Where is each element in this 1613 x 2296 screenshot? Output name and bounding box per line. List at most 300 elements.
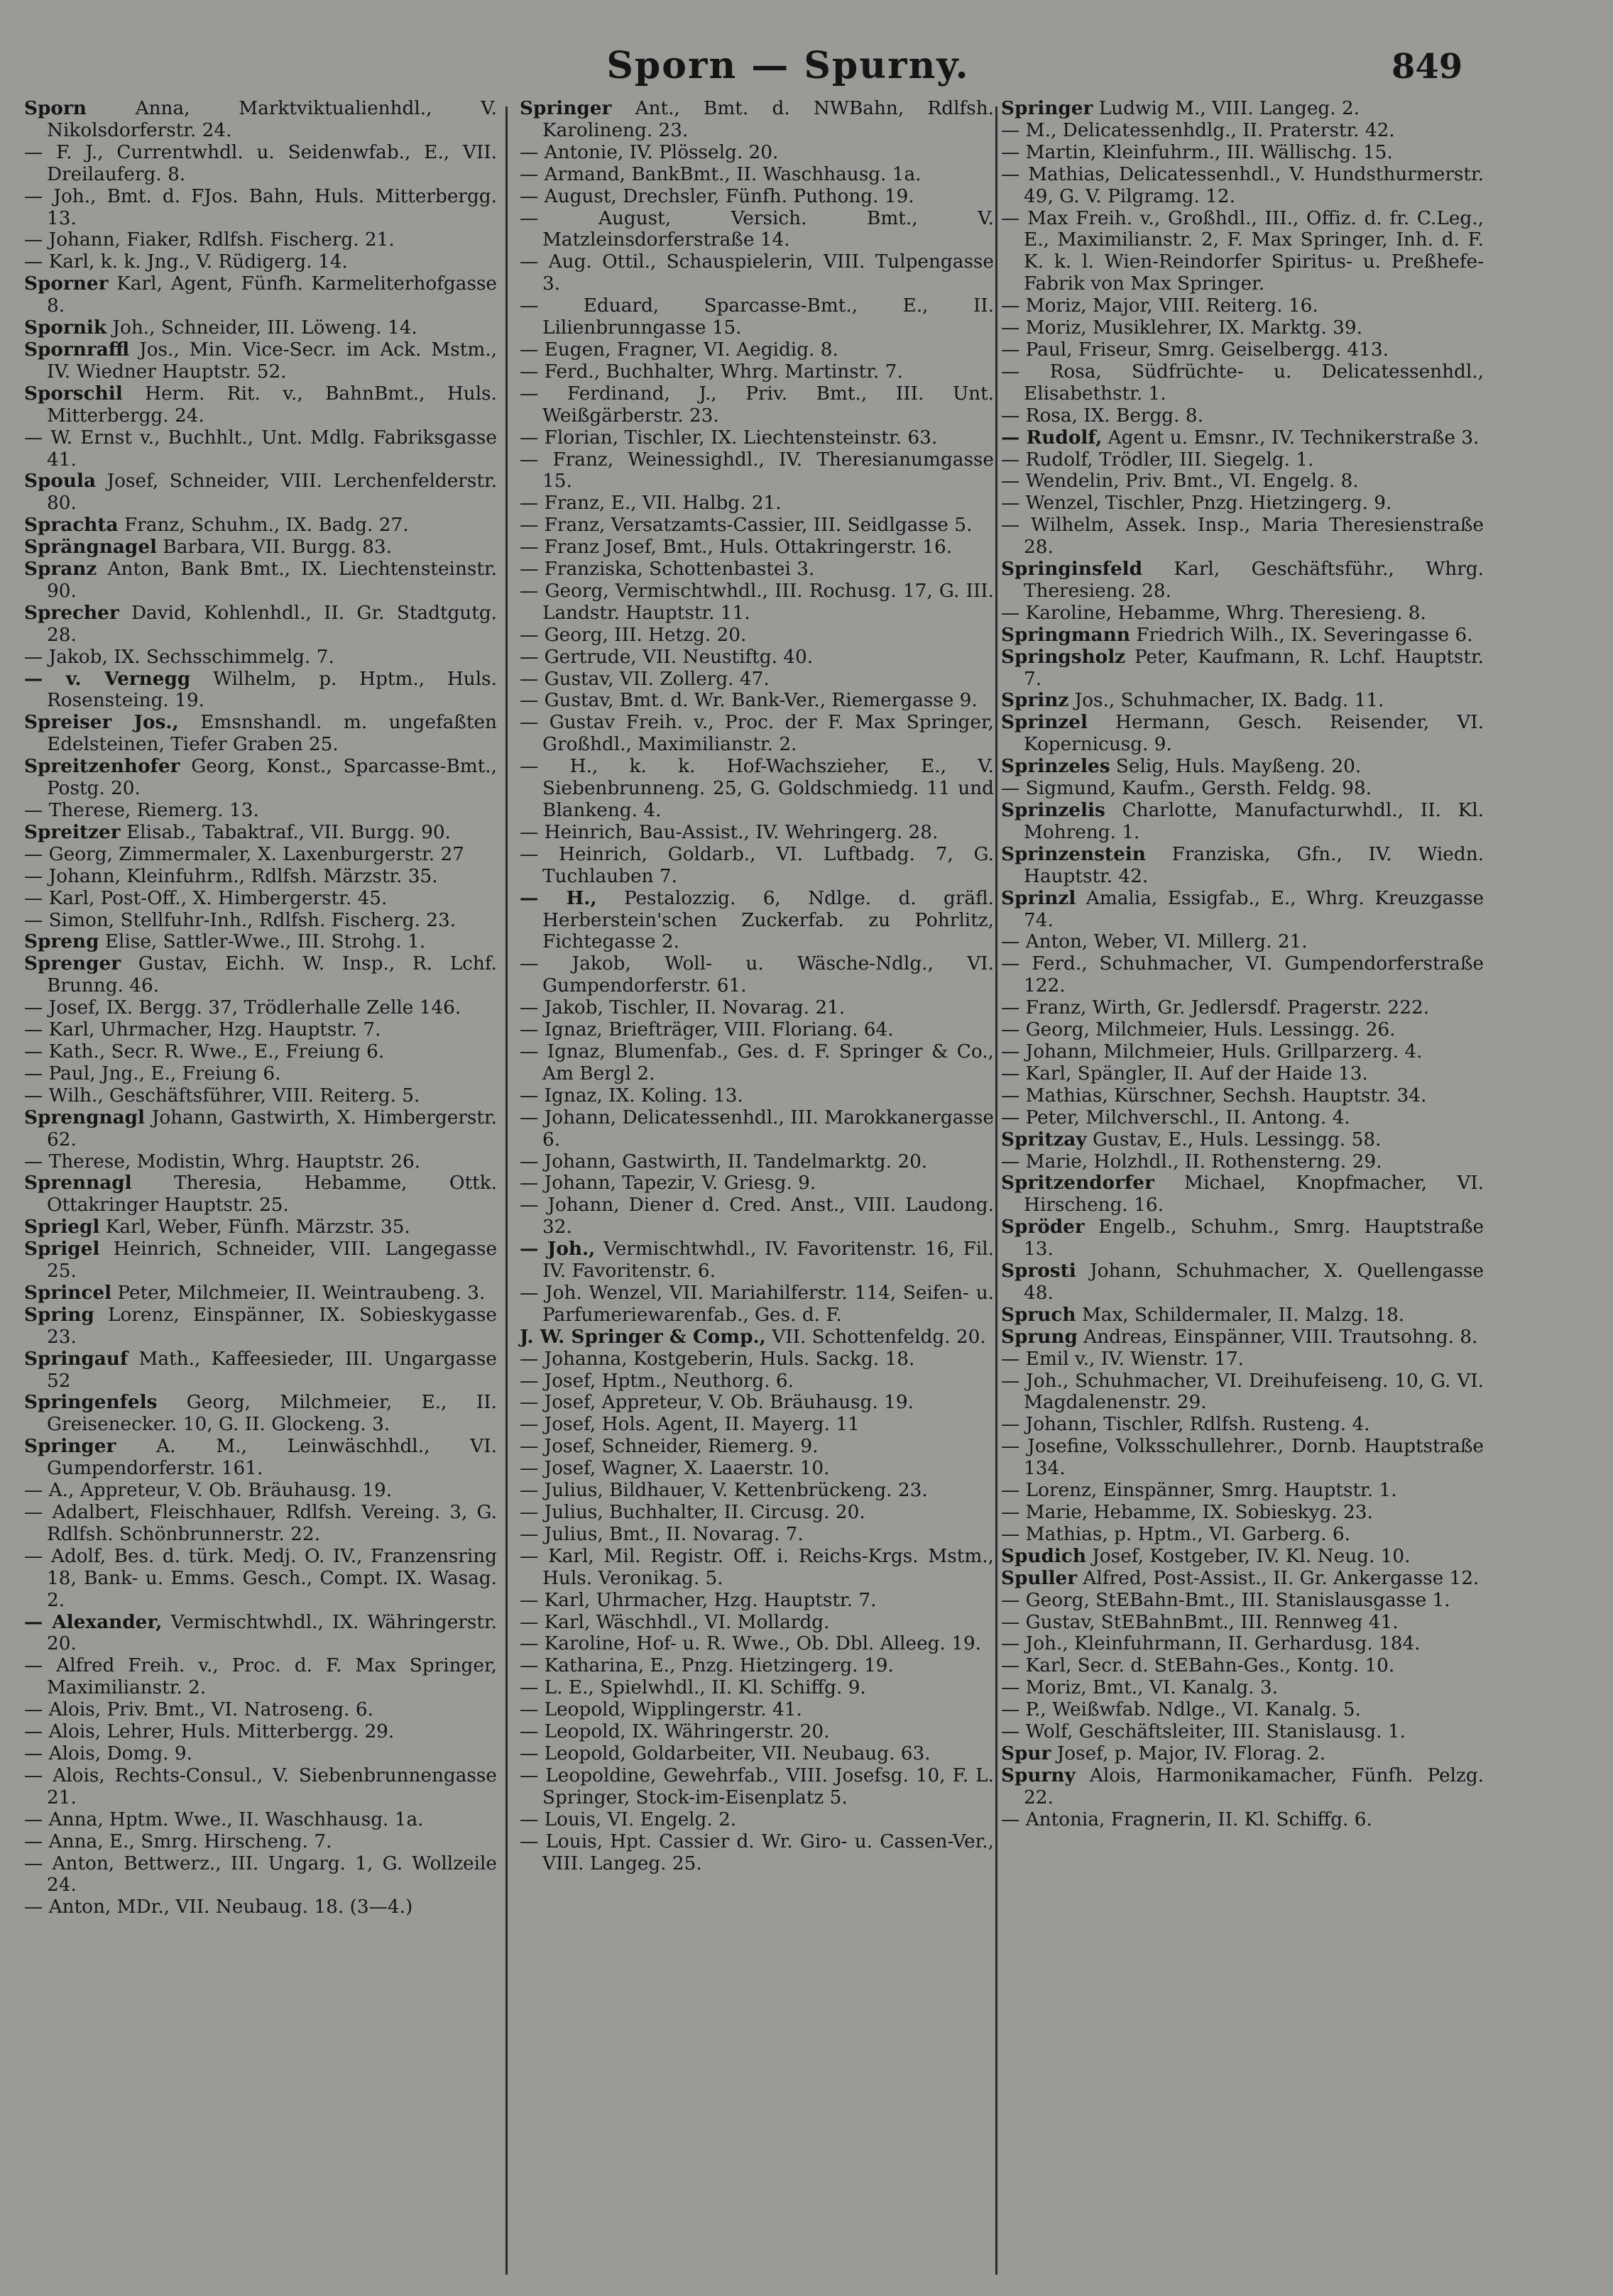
entry-details: — Gustav, StEBahnBmt., III. Rennweg 41. bbox=[1001, 1611, 1399, 1633]
directory-entry bbox=[520, 1194, 994, 1238]
directory-entry bbox=[1001, 1371, 1484, 1415]
entry-surname: Spuller bbox=[1001, 1566, 1078, 1589]
directory-entry bbox=[1001, 1699, 1484, 1721]
entry-details: — Karl, Mil. Registr. Off. i. Reichs-Krgs. Mstm., Huls. Veronikag. 5. bbox=[520, 1545, 994, 1589]
directory-entry bbox=[1001, 756, 1484, 778]
entry-details: — Julius, Bildhauer, V. Kettenbrückeng. 23. bbox=[520, 1480, 928, 1502]
entry-surname: — Joh., bbox=[520, 1238, 596, 1260]
directory-entry bbox=[24, 1546, 497, 1612]
entry-details: Pestalozzig. 6, Ndlge. d. gräfl. Herberstein'schen Zuckerfab. zu Pohrlitz, Fichtegasse 2. bbox=[542, 887, 995, 953]
entry-details: David, Kohlenhdl., II. Gr. Stadtgutg. 28. bbox=[47, 602, 498, 646]
directory-entry bbox=[1001, 1480, 1484, 1502]
directory-entry bbox=[520, 690, 994, 712]
directory-entry bbox=[520, 1085, 994, 1107]
entry-surname: Spring bbox=[24, 1303, 94, 1326]
entry-details: Peter, Kaufmann, R. Lchf. Hauptstr. 7. bbox=[1024, 646, 1484, 690]
entry-details: — Wilhelm, Assek. Insp., Maria Theresienstraße 28. bbox=[1001, 515, 1484, 559]
directory-entry bbox=[24, 186, 497, 230]
directory-entry bbox=[1001, 427, 1484, 449]
directory-entry bbox=[24, 1063, 497, 1085]
directory-entry bbox=[520, 537, 994, 559]
entry-details: — Paul, Friseur, Smrg. Geiselbergg. 413. bbox=[1001, 339, 1389, 361]
directory-entry bbox=[24, 1172, 497, 1216]
entry-details: — Franz, E., VII. Halbg. 21. bbox=[520, 493, 782, 515]
entry-details: — Wendelin, Priv. Bmt., VI. Engelg. 8. bbox=[1001, 471, 1359, 493]
entry-details: — Julius, Bmt., II. Novarag. 7. bbox=[520, 1523, 804, 1545]
entry-details: — Ignaz, IX. Koling. 13. bbox=[520, 1084, 743, 1106]
entry-surname: Springinsfeld bbox=[1001, 558, 1143, 581]
entry-details: Josef, Schneider, VIII. Lerchenfelderstr. 80. bbox=[47, 471, 497, 515]
entry-details: — Georg, StEBahn-Bmt., III. Stanislausgasse 1. bbox=[1001, 1589, 1450, 1611]
directory-entry bbox=[520, 1392, 994, 1414]
entry-details: — Ignaz, Briefträger, VIII. Floriang. 64. bbox=[520, 1019, 894, 1041]
directory-entry bbox=[24, 1151, 497, 1173]
entry-surname: Sprengnagl bbox=[24, 1106, 146, 1128]
directory-entry bbox=[1001, 295, 1484, 317]
entry-surname: Spriegl bbox=[24, 1216, 100, 1238]
directory-entry bbox=[520, 361, 994, 383]
entry-details: — Gustav, VII. Zollerg. 47. bbox=[520, 668, 770, 690]
directory-entry bbox=[24, 1216, 497, 1238]
directory-entry bbox=[520, 295, 994, 339]
entry-surname: Springmann bbox=[1001, 623, 1130, 646]
entry-details: A. M., Leinwäschhdl., VI. Gumpendorferstr. 161. bbox=[47, 1436, 497, 1480]
directory-entry bbox=[24, 1502, 497, 1546]
directory-entry bbox=[24, 1809, 497, 1831]
directory-entry bbox=[1001, 1502, 1484, 1524]
entry-details: Joh., Schneider, III. Löweng. 14. bbox=[112, 317, 417, 339]
entry-details: Johann, Gastwirth, X. Himbergerstr. 62. bbox=[47, 1106, 498, 1150]
entry-details: — August, Drechsler, Fünfh. Puthong. 19. bbox=[520, 185, 914, 207]
entry-details: — Antonie, IV. Plösselg. 20. bbox=[520, 141, 779, 163]
entry-surname: Spoula bbox=[24, 470, 97, 493]
directory-entry bbox=[520, 581, 994, 625]
entry-surname: Sprenger bbox=[24, 952, 121, 975]
entry-details: — Rudolf, Trödler, III. Siegelg. 1. bbox=[1001, 449, 1314, 471]
entry-details: Ludwig M., VIII. Langeg. 2. bbox=[1098, 98, 1360, 119]
directory-entry bbox=[520, 164, 994, 186]
directory-entry bbox=[1001, 1151, 1484, 1173]
entry-details: — Alois, Domg. 9. bbox=[24, 1742, 193, 1764]
entry-details: — L. E., Spielwhdl., II. Kl. Schiffg. 9. bbox=[520, 1677, 866, 1699]
directory-entry bbox=[520, 1502, 994, 1524]
entry-details: — Aug. Ottil., Schauspielerin, VIII. Tulpengasse 3. bbox=[520, 251, 994, 295]
entry-details: — Leopold, Wipplingerstr. 41. bbox=[520, 1699, 802, 1721]
entry-details: — Ferd., Buchhalter, Whrg. Martinstr. 7. bbox=[520, 361, 903, 383]
directory-entry bbox=[24, 471, 497, 515]
entry-details: Alois, Harmonikamacher, Fünfh. Pelzg. 22. bbox=[1024, 1764, 1484, 1808]
directory-entry bbox=[1001, 1085, 1484, 1107]
entry-surname: Spröder bbox=[1001, 1216, 1085, 1238]
directory-entry bbox=[520, 1151, 994, 1173]
directory-entry bbox=[1001, 405, 1484, 427]
directory-entry bbox=[1001, 1304, 1484, 1326]
entry-surname: Springer bbox=[1001, 97, 1093, 119]
entry-surname: Spurny bbox=[1001, 1764, 1076, 1786]
directory-entry bbox=[1001, 1129, 1484, 1151]
entry-details: — Jakob, Tischler, II. Novarag. 21. bbox=[520, 997, 846, 1019]
directory-entry bbox=[1001, 800, 1484, 844]
entry-details: — Eduard, Sparcasse-Bmt., E., II. Lilienbrunngasse 15. bbox=[520, 295, 994, 339]
directory-entry bbox=[24, 647, 497, 669]
entry-surname: Spreitzenhofer bbox=[24, 755, 180, 778]
directory-entry bbox=[24, 142, 497, 186]
directory-entry bbox=[520, 1172, 994, 1194]
directory-entry bbox=[520, 1238, 994, 1282]
entry-details: — Louis, VI. Engelg. 2. bbox=[520, 1808, 737, 1830]
entry-details: — Johann, Tischler, Rdlfsh. Rusteng. 4. bbox=[1001, 1414, 1370, 1436]
entry-details: — Moriz, Bmt., VI. Kanalg. 3. bbox=[1001, 1677, 1278, 1699]
entry-details: — Johann, Gastwirth, II. Tandelmarktg. 20. bbox=[520, 1150, 928, 1172]
directory-entry bbox=[520, 756, 994, 822]
directory-entry bbox=[1001, 1041, 1484, 1063]
entry-surname: Springenfels bbox=[24, 1391, 158, 1414]
directory-entry bbox=[1001, 142, 1484, 164]
entry-details: — Joh., Kleinfuhrmann, II. Gerhardusg. 184. bbox=[1001, 1633, 1421, 1655]
entry-details: — Jakob, IX. Sechsschimmelg. 7. bbox=[24, 646, 334, 668]
entry-details: — Therese, Modistin, Whrg. Hauptstr. 26. bbox=[24, 1150, 421, 1172]
directory-entry bbox=[24, 339, 497, 383]
directory-entry bbox=[1001, 361, 1484, 405]
entry-surname: Sprinzel bbox=[1001, 711, 1088, 734]
directory-entry bbox=[1001, 1721, 1484, 1743]
directory-entry bbox=[520, 449, 994, 493]
entry-details: Franz, Schuhm., IX. Badg. 27. bbox=[124, 515, 409, 537]
directory-entry bbox=[1001, 1655, 1484, 1677]
directory-entry bbox=[1001, 1612, 1484, 1634]
directory-entry bbox=[1001, 1809, 1484, 1831]
entry-details: — Sigmund, Kaufm., Gersth. Feldg. 98. bbox=[1001, 778, 1372, 800]
entry-details: — Ignaz, Blumenfab., Ges. d. F. Springer & Co., Am Bergl 2. bbox=[520, 1040, 994, 1084]
entry-details: — Leopold, Goldarbeiter, VII. Neubaug. 63. bbox=[520, 1742, 931, 1764]
entry-details: VII. Schottenfeldg. 20. bbox=[772, 1326, 986, 1348]
directory-entry bbox=[1001, 1633, 1484, 1655]
entry-details: — Franz Josef, Bmt., Huls. Ottakringerstr. 16. bbox=[520, 537, 953, 559]
directory-entry bbox=[520, 98, 994, 142]
directory-entry bbox=[1001, 931, 1484, 953]
entry-surname: — v. Vernegg bbox=[24, 667, 191, 690]
entry-details: Karl, Geschäftsführ., Whrg. Theresieng. 28. bbox=[1024, 559, 1484, 602]
directory-entry bbox=[1001, 98, 1484, 120]
directory-entry bbox=[24, 756, 497, 800]
entry-surname: Sprosti bbox=[1001, 1260, 1076, 1282]
entry-surname: — Alexander, bbox=[24, 1610, 163, 1633]
directory-entry bbox=[520, 1765, 994, 1809]
directory-entry bbox=[24, 1480, 497, 1502]
directory-entry bbox=[1001, 1326, 1484, 1349]
entry-details: — Anton, MDr., VII. Neubaug. 18. (3—4.) bbox=[24, 1896, 413, 1918]
entry-details: Karl, Weber, Fünfh. Märzstr. 35. bbox=[105, 1216, 410, 1238]
directory-entry bbox=[520, 822, 994, 844]
directory-entry bbox=[24, 844, 497, 866]
entry-details: — Anton, Bettwerz., III. Ungarg. 1, G. Wollzeile 24. bbox=[24, 1852, 497, 1896]
entry-details: — Armand, BankBmt., II. Waschhausg. 1a. bbox=[520, 163, 922, 185]
directory-entry bbox=[520, 186, 994, 208]
directory-entry bbox=[1001, 1546, 1484, 1568]
entry-details: Lorenz, Einspänner, IX. Sobieskygasse 23. bbox=[47, 1304, 497, 1348]
directory-entry bbox=[520, 383, 994, 427]
entry-details: Franziska, Gfn., IV. Wiedn. Hauptstr. 42. bbox=[1024, 843, 1484, 887]
entry-details: — August, Versich. Bmt., V. Matzleinsdorferstraße 14. bbox=[520, 207, 994, 251]
entry-details: Gustav, E., Huls. Lessingg. 58. bbox=[1092, 1128, 1382, 1150]
entry-details: Theresia, Hebamme, Ottk. Ottakringer Hauptstr. 25. bbox=[47, 1172, 498, 1216]
entry-details: — Leopold, IX. Währingerstr. 20. bbox=[520, 1721, 830, 1743]
entry-surname: Spritzendorfer bbox=[1001, 1172, 1154, 1194]
directory-entry bbox=[1001, 1568, 1484, 1590]
directory-entry bbox=[1001, 1436, 1484, 1480]
entry-details: — Gustav, Bmt. d. Wr. Bank-Ver., Riemergasse 9. bbox=[520, 690, 978, 712]
directory-entry bbox=[520, 1633, 994, 1655]
entry-details: Elisab., Tabaktraf., VII. Burgg. 90. bbox=[126, 821, 451, 843]
directory-entry bbox=[520, 888, 994, 954]
entry-details: — Anna, Hptm. Wwe., II. Waschhausg. 1a. bbox=[24, 1808, 424, 1830]
entry-surname: Spreiser Jos., bbox=[24, 711, 179, 734]
directory-entry bbox=[520, 251, 994, 295]
entry-surname: Sprinzl bbox=[1001, 886, 1076, 909]
entry-details: — Karl, Spängler, II. Auf der Haide 13. bbox=[1001, 1062, 1368, 1084]
entry-surname: Sprinzeles bbox=[1001, 755, 1110, 778]
directory-entry bbox=[1001, 1349, 1484, 1371]
entry-details: — Moriz, Major, VIII. Reiterg. 16. bbox=[1001, 295, 1318, 317]
entry-details: — Mathias, Delicatessenhdl., V. Hundsthurmerstr. 49, G. V. Pilgramg. 12. bbox=[1001, 163, 1484, 207]
directory-entry bbox=[520, 493, 994, 515]
entry-surname: Sprachta bbox=[24, 514, 119, 537]
entry-details: — Eugen, Fragner, VI. Aegidig. 8. bbox=[520, 339, 838, 361]
directory-entry bbox=[520, 1677, 994, 1699]
directory-entry bbox=[1001, 603, 1484, 625]
directory-entry bbox=[1001, 1019, 1484, 1041]
directory-entry bbox=[1001, 997, 1484, 1019]
entry-details: — Georg, Vermischtwhdl., III. Rochusg. 17, G. III. Landstr. Hauptstr. 11. bbox=[520, 580, 994, 624]
directory-entry bbox=[520, 1809, 994, 1831]
directory-entry bbox=[1001, 120, 1484, 142]
entry-details: — Rosa, Südfrüchte- u. Delicatessenhdl., Elisabethstr. 1. bbox=[1001, 361, 1484, 405]
directory-entry bbox=[24, 888, 497, 910]
entry-details: — Lorenz, Einspänner, Smrg. Hauptstr. 1. bbox=[1001, 1480, 1397, 1502]
entry-details: Jos., Schuhmacher, IX. Badg. 11. bbox=[1074, 690, 1384, 712]
entry-details: — Josefine, Volksschullehrer., Dornb. Hauptstraße 134. bbox=[1001, 1436, 1484, 1480]
entry-details: — Karl, Post-Off., X. Himbergerstr. 45. bbox=[24, 887, 388, 909]
directory-entry bbox=[24, 1349, 497, 1393]
directory-entry bbox=[1001, 1107, 1484, 1129]
entry-details: — Karl, k. k. Jng., V. Rüdigerg. 14. bbox=[24, 251, 348, 273]
entry-surname: Sporner bbox=[24, 273, 109, 295]
directory-entry bbox=[24, 1612, 497, 1656]
directory-entry bbox=[24, 1392, 497, 1436]
directory-entry bbox=[1001, 690, 1484, 712]
entry-details: — Gertrude, VII. Neustiftg. 40. bbox=[520, 646, 814, 668]
entry-details: — Gustav Freih. v., Proc. der F. Max Springer, Großhdl., Maximilianstr. 2. bbox=[520, 712, 994, 756]
directory-entry bbox=[1001, 208, 1484, 296]
column-1 bbox=[24, 98, 497, 2296]
entry-details: Max, Schildermaler, II. Malzg. 18. bbox=[1081, 1304, 1405, 1326]
entry-surname: Sprängnagel bbox=[24, 536, 158, 559]
entry-details: — Josef, Wagner, X. Laaerstr. 10. bbox=[520, 1458, 830, 1480]
entry-details: — Paul, Jng., E., Freiung 6. bbox=[24, 1062, 281, 1084]
directory-entry bbox=[24, 1436, 497, 1480]
directory-entry bbox=[24, 1853, 497, 1897]
entry-details: — Franz, Versatzamts-Cassier, III. Seidlgasse 5. bbox=[520, 515, 973, 537]
directory-entry bbox=[1001, 559, 1484, 603]
entry-details: Peter, Milchmeier, II. Weintraubeng. 3. bbox=[117, 1282, 486, 1304]
entry-details: Jos., Min. Vice-Secr. im Ack. Mstm., IV. Wiedner Hauptstr. 52. bbox=[47, 339, 497, 383]
entry-details: — Alois, Rechts-Consul., V. Siebenbrunnengasse 21. bbox=[24, 1764, 497, 1808]
running-head: Sporn — Spurny. bbox=[606, 44, 970, 87]
directory-entry bbox=[1001, 1414, 1484, 1436]
directory-entry bbox=[24, 383, 497, 427]
entry-details: — Julius, Buchhalter, II. Circusg. 20. bbox=[520, 1502, 865, 1523]
entry-details: — Georg, Milchmeier, Huls. Lessingg. 26. bbox=[1001, 1019, 1396, 1041]
directory-entry bbox=[24, 98, 497, 142]
entry-details: — Johann, Fiaker, Rdlfsh. Fischerg. 21. bbox=[24, 229, 395, 251]
entry-details: — Franz, Weinessighdl., IV. Theresianumgasse 15. bbox=[520, 449, 994, 493]
entry-details: — Georg, III. Hetzg. 20. bbox=[520, 624, 747, 646]
directory-entry bbox=[520, 1721, 994, 1743]
entry-details: — Karl, Wäschhdl., VI. Mollardg. bbox=[520, 1611, 830, 1633]
directory-entry bbox=[24, 559, 497, 603]
directory-entry bbox=[1001, 1063, 1484, 1085]
directory-entry bbox=[24, 822, 497, 844]
directory-entry bbox=[24, 1282, 497, 1304]
directory-entry bbox=[24, 1699, 497, 1721]
entry-surname: Sprennagl bbox=[24, 1172, 132, 1194]
entry-details: Math., Kaffeesieder, III. Ungargasse 52 bbox=[47, 1348, 497, 1392]
directory-entry bbox=[1001, 712, 1484, 756]
entry-details: — Mathias, Kürschner, Sechsh. Hauptstr. 34. bbox=[1001, 1084, 1427, 1106]
entry-details: — Karoline, Hof- u. R. Wwe., Ob. Dbl. Alleeg. 19. bbox=[520, 1633, 982, 1655]
entry-details: Anton, Bank Bmt., IX. Liechtensteinstr. 90. bbox=[47, 559, 498, 602]
entry-details: — Anton, Weber, VI. Millerg. 21. bbox=[1001, 931, 1308, 953]
directory-entry bbox=[520, 1282, 994, 1326]
directory-entry bbox=[1001, 953, 1484, 997]
entry-details: — Karl, Uhrmacher, Hzg. Hauptstr. 7. bbox=[520, 1589, 877, 1611]
directory-entry bbox=[24, 317, 497, 339]
entry-details: Engelb., Schuhm., Smrg. Hauptstraße 13. bbox=[1024, 1216, 1484, 1260]
entry-surname: Spreng bbox=[24, 930, 99, 953]
directory-entry bbox=[1001, 1260, 1484, 1304]
directory-entry bbox=[24, 251, 497, 273]
directory-entry bbox=[1001, 317, 1484, 339]
directory-entry bbox=[520, 1041, 994, 1085]
entry-details: — Josef, IX. Bergg. 37, Trödlerhalle Zelle 146. bbox=[24, 997, 461, 1019]
entry-details: Josef, p. Major, IV. Florag. 2. bbox=[1056, 1742, 1326, 1764]
entry-details: — Wolf, Geschäftsleiter, III. Stanislausg. 1. bbox=[1001, 1721, 1406, 1743]
entry-details: Elise, Sattler-Wwe., III. Strohg. 1. bbox=[104, 931, 426, 953]
entry-surname: Sprincel bbox=[24, 1281, 112, 1304]
directory-entry bbox=[1001, 493, 1484, 515]
directory-entry bbox=[24, 1085, 497, 1107]
entry-details: — Josef, Schneider, Riemerg. 9. bbox=[520, 1436, 819, 1458]
entry-details: Charlotte, Manufacturwhdl., II. Kl. Mohreng. 1. bbox=[1024, 800, 1484, 843]
entry-details: — Johann, Tapezir, V. Griesg. 9. bbox=[520, 1172, 816, 1194]
entry-details: — Adolf, Bes. d. türk. Medj. O. IV., Franzensring 18, Bank- u. Emms. Gesch., Compt. IX. Wasag. 2. bbox=[24, 1545, 497, 1611]
directory-entry bbox=[520, 515, 994, 537]
directory-entry bbox=[1001, 515, 1484, 559]
entry-surname: Spur bbox=[1001, 1742, 1051, 1764]
entry-details: — Alois, Priv. Bmt., VI. Natroseng. 6. bbox=[24, 1699, 373, 1721]
entry-details: Gustav, Eichh. W. Insp., R. Lchf. Brunng. 46. bbox=[47, 953, 497, 997]
entry-details: — Franz, Wirth, Gr. Jedlersdf. Pragerstr. 222. bbox=[1001, 997, 1430, 1019]
directory-entry bbox=[24, 997, 497, 1019]
directory-entry bbox=[1001, 449, 1484, 471]
directory-entry bbox=[520, 1655, 994, 1677]
entry-surname: Sprecher bbox=[24, 601, 119, 624]
directory-entry bbox=[1001, 1216, 1484, 1260]
directory-entry bbox=[24, 1655, 497, 1699]
entry-details: — Simon, Stellfuhr-Inh., Rdlfsh. Fischerg. 23. bbox=[24, 909, 456, 931]
entry-details: — Martin, Kleinfuhrm., III. Wällischg. 15. bbox=[1001, 141, 1393, 163]
entry-details: Josef, Kostgeber, IV. Kl. Neug. 10. bbox=[1092, 1545, 1411, 1567]
entry-details: — A., Appreteur, V. Ob. Bräuhausg. 19. bbox=[24, 1480, 393, 1502]
directory-entry bbox=[520, 339, 994, 361]
directory-entry bbox=[24, 273, 497, 317]
entry-details: — Wenzel, Tischler, Pnzg. Hietzingerg. 9. bbox=[1001, 493, 1392, 515]
directory-entry bbox=[24, 515, 497, 537]
entry-details: — Josef, Hptm., Neuthorg. 6. bbox=[520, 1370, 794, 1392]
entry-details: — Franziska, Schottenbastei 3. bbox=[520, 559, 815, 581]
entry-surname: — Rudolf, bbox=[1001, 426, 1103, 449]
entry-surname: Springsholz bbox=[1001, 645, 1126, 668]
entry-details: — Leopoldine, Gewehrfab., VIII. Josefsg. 10, F. L. Springer, Stock-im-Eisenplatz 5. bbox=[520, 1764, 994, 1808]
directory-entry bbox=[1001, 888, 1484, 932]
directory-entry bbox=[520, 427, 994, 449]
entry-surname: Spritzay bbox=[1001, 1128, 1087, 1150]
directory-entry bbox=[520, 1349, 994, 1371]
entry-details: — Marie, Hebamme, IX. Sobieskyg. 23. bbox=[1001, 1502, 1373, 1523]
directory-entry bbox=[24, 1896, 497, 1918]
entry-details: — Moriz, Musiklehrer, IX. Marktg. 39. bbox=[1001, 317, 1362, 339]
entry-surname: J. W. Springer & Comp., bbox=[520, 1325, 766, 1348]
entry-details: — Joh., Bmt. d. FJos. Bahn, Huls. Mitterbergg. 13. bbox=[24, 185, 497, 229]
entry-details: — Emil v., IV. Wienstr. 17. bbox=[1001, 1348, 1245, 1370]
entry-details: — M., Delicatessenhdlg., II. Praterstr. 42. bbox=[1001, 119, 1395, 141]
entry-surname: Spreitzer bbox=[24, 820, 121, 843]
directory-entry bbox=[24, 537, 497, 559]
directory-entry bbox=[24, 1238, 497, 1282]
entry-details: Wilhelm, p. Hptm., Huls. Rosensteing. 19. bbox=[47, 668, 497, 712]
directory-entry bbox=[24, 800, 497, 822]
entry-details: Herm. Rit. v., BahnBmt., Huls. Mitterbergg. 24. bbox=[47, 383, 497, 427]
entry-details: Amalia, Essigfab., E., Whrg. Kreuzgasse 74. bbox=[1024, 887, 1484, 931]
entry-details: — Johann, Delicatessenhdl., III. Marokkanergasse 6. bbox=[520, 1106, 994, 1150]
entry-details: — Mathias, p. Hptm., VI. Garberg. 6. bbox=[1001, 1523, 1350, 1545]
entry-details: — Ferdinand, J., Priv. Bmt., III. Unt. Weißgärberstr. 23. bbox=[520, 383, 994, 427]
entry-details: Michael, Knopfmacher, VI. Hirscheng. 16. bbox=[1024, 1172, 1484, 1216]
directory-entry bbox=[1001, 778, 1484, 800]
entry-details: Georg, Milchmeier, E., II. Greisenecker. 10, G. II. Glockeng. 3. bbox=[47, 1392, 497, 1436]
directory-entry bbox=[520, 559, 994, 581]
entry-surname: Sprigel bbox=[24, 1238, 100, 1260]
directory-entry bbox=[1001, 625, 1484, 647]
entry-surname: Spranz bbox=[24, 558, 97, 581]
entry-details: — Florian, Tischler, IX. Liechtensteinstr. 63. bbox=[520, 427, 938, 449]
entry-details: — Georg, Zimmermaler, X. Laxenburgerstr. 27 bbox=[24, 843, 464, 865]
directory-entry bbox=[520, 208, 994, 252]
directory-entry bbox=[520, 1590, 994, 1612]
directory-entry bbox=[24, 669, 497, 713]
directory-entry bbox=[520, 1414, 994, 1436]
directory-entry bbox=[24, 1743, 497, 1765]
entry-details: — H., k. k. Hof-Wachszieher, E., V. Siebenbrunneng. 25, G. Goldschmiedg. 11 und Blankeng. 4. bbox=[520, 756, 994, 821]
entry-details: — Wilh., Geschäftsführer, VIII. Reiterg. 5. bbox=[24, 1084, 420, 1106]
directory-entry bbox=[1001, 1765, 1484, 1809]
entry-details: — Joh. Wenzel, VII. Mariahilferstr. 114, Seifen- u. Parfumeriewarenfab., Ges. d. F. bbox=[520, 1282, 994, 1326]
directory-entry bbox=[24, 1765, 497, 1809]
directory-entry bbox=[1001, 339, 1484, 361]
directory-entry bbox=[1001, 1524, 1484, 1546]
column-divider bbox=[995, 106, 997, 2275]
directory-entry bbox=[520, 625, 994, 647]
